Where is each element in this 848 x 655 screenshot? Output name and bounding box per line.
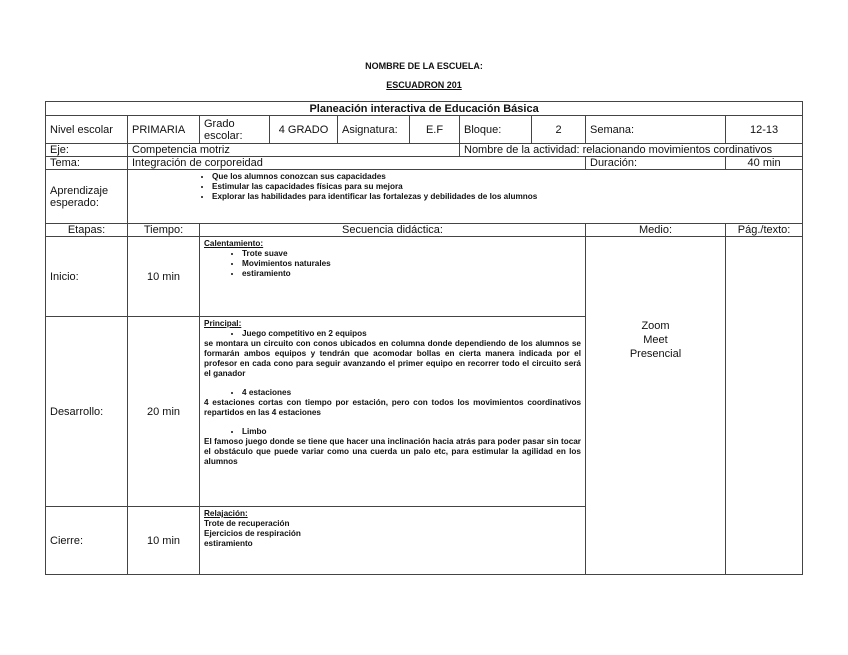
title-row [46,102,803,116]
col-tiempo: Tiempo: [128,224,200,237]
bloque-value: 2 [532,116,586,144]
desarrollo-time: 20 min [128,317,200,507]
inicio-sequence [200,237,586,317]
game3-title: • Limbo [242,427,581,437]
eje-label: Eje: [46,144,128,157]
cierre-line: estiramiento [204,539,253,548]
pagina-cell [726,237,803,575]
semana-label: Semana: [586,116,726,144]
game2-title: • 4 estaciones [242,388,581,398]
actividad-value: relacionando movimientos cordinativos [582,144,773,156]
cierre-title: Relajación: [204,509,248,518]
medio-meet: Meet [643,334,668,346]
col-medio: Medio: [586,224,726,237]
duracion-label: Duración: [586,157,726,170]
aprendizaje-list [132,172,798,202]
columns-header-row [46,224,803,237]
eje-value: Competencia motriz [128,144,460,157]
asignatura-label: Asignatura: [338,116,410,144]
col-etapas: Etapas: [46,224,128,237]
aprendizaje-label: Aprendizaje esperado: [46,170,128,224]
nivel-value: PRIMARIA [128,116,200,144]
cierre-line: Trote de recuperación [204,519,290,528]
desarrollo-sequence [200,317,586,507]
aprendizaje-row [46,170,803,224]
game1-text: se montara un circuito con conos ubicados en columna donde dependiendo de los alumnos se formarán ambos equipos y tendrán que acomodar bollas en cierta manera indicada por el profesor en cada cono para seguir avanzando el primer equipo en recorrer todo el circuito será el ganador [204,339,581,378]
actividad-cell [460,144,803,157]
tema-value: Integración de corporeidad [128,157,586,170]
inicio-row [46,237,803,317]
medio-presencial: Presencial [629,348,682,360]
plan-title: Planeación interactiva de Educación Básica [46,102,803,116]
grado-label: Grado escolar: [200,116,270,144]
tema-label: Tema: [46,157,128,170]
eje-row [46,144,803,157]
game3-text: El famoso juego donde se tiene que hacer una inclinación hacia atrás para poder pasar sin tocar el obstáculo que puede variar como una cuerda un palo etc, para estimular la agilidad en los alumnos [204,437,581,466]
actividad-label: Nombre de la actividad: [464,144,580,156]
duracion-value: 40 min [726,157,803,170]
cierre-line: Ejercicios de respiración [204,529,301,538]
grado-value: 4 GRADO [270,116,338,144]
cierre-time: 10 min [128,507,200,575]
desarrollo-title: Principal: [204,319,242,328]
asignatura-value: E.F [410,116,460,144]
desarrollo-label: Desarrollo: [46,317,128,507]
medio-zoom: Zoom [641,320,670,332]
cierre-label: Cierre: [46,507,128,575]
inicio-item: • estiramiento [242,269,581,279]
inicio-time: 10 min [128,237,200,317]
inicio-item: • Movimientos naturales [242,259,581,269]
lesson-plan-table [45,101,803,575]
info-row [46,116,803,144]
inicio-title: Calentamiento: [204,239,264,248]
semana-value: 12-13 [726,116,803,144]
game1-title: • Juego competitivo en 2 equipos [242,329,581,339]
school-name: ESCUADRON 201 [386,80,462,90]
school-heading: NOMBRE DE LA ESCUELA: [365,61,483,71]
nivel-label: Nivel escolar [46,116,128,144]
col-secuencia: Secuencia didáctica: [200,224,586,237]
bloque-label: Bloque: [460,116,532,144]
tema-row [46,157,803,170]
col-pagina: Pág./texto: [726,224,803,237]
aprendizaje-item: • Estimular las capacidades físicas para su mejora [212,182,798,192]
medio-cell [586,237,726,575]
inicio-label: Inicio: [46,237,128,317]
aprendizaje-item: • Que los alumnos conozcan sus capacidades [212,172,798,182]
game2-text: 4 estaciones cortas con tiempo por estación, pero con todos los movimientos coordinativos repartidos en las 4 estaciones [204,398,581,417]
inicio-item: • Trote suave [242,249,581,259]
cierre-sequence [200,507,586,575]
aprendizaje-item: • Explorar las habilidades para identificar las fortalezas y debilidades de los alumnos [212,192,798,202]
